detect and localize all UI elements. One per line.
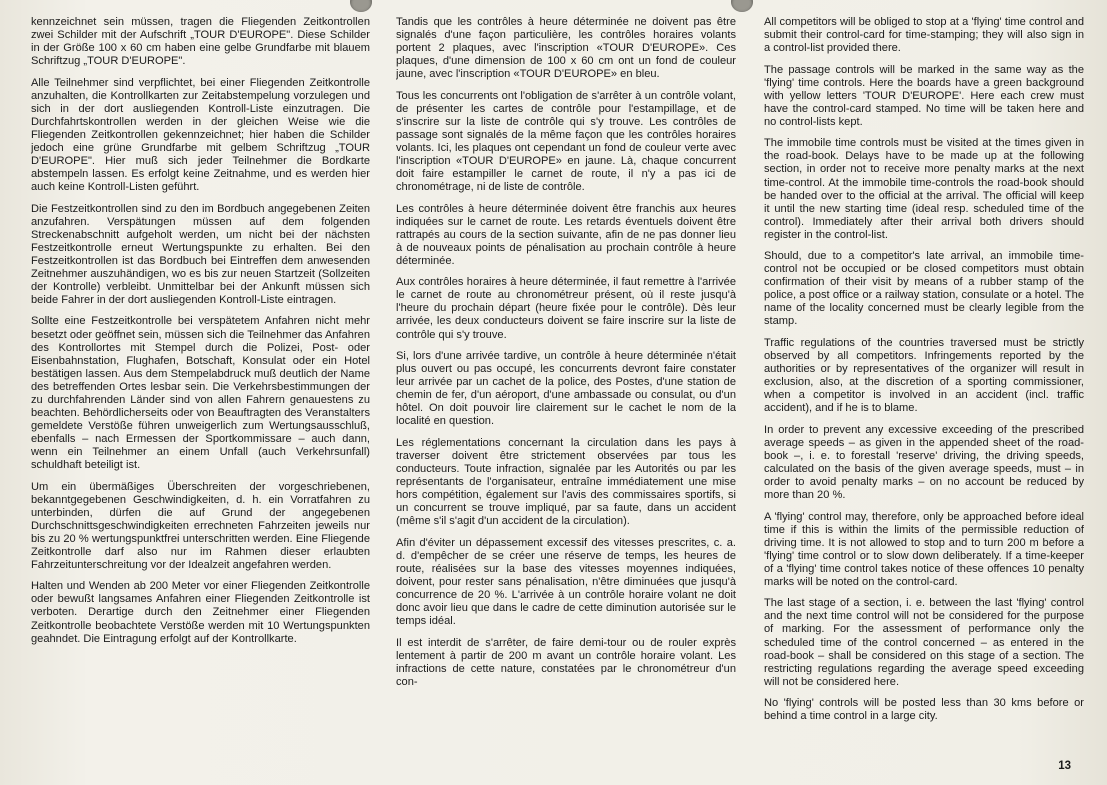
english-paragraph: A 'flying' control may, therefore, only be approached before ideal time if this is within the limits of the permissible reduction of driving time. It is not allowed to stop and to turn 200 m before a 'flying' time control or to slow down deliberately. If a time-keeper of a 'flying' time control takes notice of these offences 10 penalty marks will be noted on the control-card. — [764, 510, 1084, 588]
english-paragraph: All competitors will be obliged to stop at a 'flying' time control and submit their control-card for time-stamping; they will also sign in a control-list provided there. — [764, 16, 1084, 55]
german-paragraph: Halten und Wenden ab 200 Meter vor einer Fliegenden Zeitkontrolle oder bewußt langsames Anfahren einer Fliegenden Zeitkontrolle ist verboten. Derartige durch den Zeitnehmer einer Fliegenden Zeitkontrolle beobachtete Verstöße werden mit 10 Wertungspunkten geahndet. Die Eintragung erfolgt auf der Kontrollkarte. — [31, 580, 370, 645]
french-paragraph: Les réglementations concernant la circulation dans les pays à traverser doivent être strictement observées par tous les conducteurs. Toute infraction, signalée par les Autorités ou par les représentants de l'organisateur, entraîne immédiatement une mise hors compétition, également sur l'avis des commissaires sportifs, si un concurrent se trouve impliqué, par sa faute, dans un accident (même s'il s'agit d'un accident de la circulation). — [396, 436, 736, 528]
english-paragraph: Traffic regulations of the countries traversed must be strictly observed by all competitors. Infringements reported by the authorities or by representatives of the organizer will result in exclusion, also, at the discretion of a sporting commissioner, when a competitor is involved in an accident (incl. traffic accident), and if he is to blame. — [764, 337, 1084, 415]
german-column — [31, 16, 370, 654]
english-paragraph: No 'flying' controls will be posted less than 30 kms before or behind a time control in a large city. — [764, 697, 1084, 723]
french-column — [396, 16, 736, 697]
german-paragraph: kennzeichnet sein müssen, tragen die Fliegenden Zeitkontrollen zwei Schilder mit der Aufschrift „TOUR D'EUROPE". Diese Schilder in der Größe 100 x 60 cm haben eine gelbe Grundfarbe mit blauem Schriftzug „TOUR D'EUROPE". — [31, 16, 370, 68]
english-paragraph: The last stage of a section, i. e. between the last 'flying' control and the next time control will not be considered for the purpose of marking. For the assessment of performance only the scheduled time of the control concerned – as entered in the road-book – shall be considered on this stage of a section. The restricting regulations regarding the average speed exceeding will not be considered here. — [764, 597, 1084, 688]
english-paragraph: In order to prevent any excessive exceeding of the prescribed average speeds – as given in the appended sheet of the road-book –, i. e. to forestall 'reserve' driving, the driving speeds, calculated on the basis of the given average speeds, must – in order to avoid penalty marks – on no account be reduced by more than 20 %. — [764, 423, 1084, 502]
german-paragraph: Um ein übermäßiges Überschreiten der vorgeschriebenen, bekanntgegebenen Geschwindigkeiten, d. h. ein Vorratfahren zu unterbinden, dürfen die auf Grund der angegebenen Durchschnittsgeschwindigkeiten errechneten Fahrzeiten jeweils nur bis zu 20 % wertungspunktfrei unterschritten werden. Eine Fliegende Zeitkontrolle darf also nur im Rahmen dieser erlaubten Fahrzeitunterschreitung vor der Idealzeit angefahren werden. — [31, 480, 370, 571]
french-paragraph: Les contrôles à heure déterminée doivent être franchis aux heures indiquées sur le carnet de route. Les retards éventuels doivent être rattrapés au cours de la section suivante, afin de ne pas donner lieu à de nouveaux points de pénalisation au prochain contrôle à heure déterminée. — [396, 202, 736, 267]
page-number: 13 — [1058, 760, 1071, 772]
english-paragraph: The passage controls will be marked in the same way as the 'flying' time controls. Here the boards have a green background with yellow letters 'TOUR D'EUROPE'. Here each crew must have the control-card stamped. No time will be taken here and no control-lists kept. — [764, 63, 1084, 128]
french-paragraph: Tandis que les contrôles à heure déterminée ne doivent pas être signalés d'une façon particulière, les contrôles horaires volants portent 2 plaques, avec l'inscription «TOUR D'EUROPE». Ces plaques, d'une dimension de 100 x 60 cm ont un fond de couleur jaune, avec l'inscription «TOUR D'EUROPE» en bleu. — [396, 16, 736, 81]
french-paragraph: Si, lors d'une arrivée tardive, un contrôle à heure déterminée n'était plus ouvert ou pas occupé, les concurrents devront faire constater leur arrivée par un cachet de la police, des Postes, d'une station de chemin de fer, d'un aéroport, d'une ambassade ou consulat, ou d'un hôtel. On doit pouvoir lire clairement sur le cachet le nom de la localité en question. — [396, 350, 736, 428]
english-paragraph: The immobile time controls must be visited at the times given in the road-book. Delays have to be made up at the following section, in order not to receive more penalty marks at the next time-control. At the immobile time-controls the road-book should be handed over to the official at the arrival. The official will keep it until the new starting time (ideal resp. scheduled time of the control). Immediately after their arrival both drivers should register in the control-list. — [764, 137, 1084, 241]
french-paragraph: Aux contrôles horaires à heure déterminée, il faut remettre à l'arrivée le carnet de route au chronométreur présent, où il reste jusqu'à l'heure du prochain départ (heure fixée pour le contrôle). Dès leur arrivée, les deux conducteurs doivent se faire inscrire sur la liste de contrôle qui s'y trouve. — [396, 276, 736, 341]
german-paragraph: Sollte eine Festzeitkontrolle bei verspätetem Anfahren nicht mehr besetzt oder geöffnet sein, müssen sich die Teilnehmer das Anfahren des Kontrollortes mit Stempel durch die Polizei, Post- oder Eisenbahnstation, Flughafen, Botschaft, Konsulat oder ein Hotel bestätigen lassen. Aus dem Stempelabdruck muß deutlich der Name des betreffenden Ortes lesbar sein. Die Verkehrsbestimmungen der zu durchfahrenden Länder sind von allen Fahrern genauestens zu beachten. Behördlicherseits oder von Beauftragten des Veranstalters gemeldete Verstöße führen unweigerlich zum Wertungsausschluß, ebenfalls – nach Ermessen der Sportkommissare – auch dann, wenn ein Teilnehmer an einem Unfall (auch Verkehrsunfall) schuldhaft beteiligt ist. — [31, 315, 370, 471]
french-paragraph: Afin d'éviter un dépassement excessif des vitesses prescrites, c. a. d. d'empêcher de se créer une réserve de temps, les heures de route, réalisées sur la base des vitesses moyennes indiquées, doivent, pour rester sans pénalisation, n'être diminuées que jusqu'à concurrence de 20 %. L'arrivée à un contrôle horaire volant ne doit donc avoir lieu que dans le cadre de cette diminution autorisée sur le temps idéal. — [396, 536, 736, 627]
french-paragraph: Il est interdit de s'arrêter, de faire demi-tour ou de rouler exprès lentement à partir de 200 m avant un contrôle horaire volant. Les infractions de cette nature, constatées par le chronométreur d'un con- — [396, 636, 736, 688]
german-paragraph: Die Festzeitkontrollen sind zu den im Bordbuch angegebenen Zeiten anzufahren. Verspätungen müssen auf dem folgenden Streckenabschnitt aufgeholt werden, um nicht bei der nächsten Festzeitkontrolle erneut Wertungspunkte zu erhalten. Bei den Festzeitkontrollen ist das Bordbuch bei Eintreffen dem anwesenden Zeitnehmer auszuhändigen, wo es bis zur neuen Startzeit (Sollzeiten der Kontrolle) verbleibt. Unmittelbar bei der Ankunft müssen sich beide Fahrer in der dort ausliegenden Kontroll-Liste eintragen. — [31, 202, 370, 306]
english-column — [764, 16, 1084, 732]
english-paragraph: Should, due to a competitor's late arrival, an immobile time-control not be occupied or be closed competitors must obtain confirmation of their visit by means of a rubber stamp of the police, a post office or a railway station, consulate or a hotel. The name of the locality concerned must be clearly legible from the stamp. — [764, 250, 1084, 328]
binder-hole-right — [731, 0, 753, 12]
binder-hole-left — [350, 0, 372, 12]
french-paragraph: Tous les concurrents ont l'obligation de s'arrêter à un contrôle volant, de présenter les cartes de contrôle pour l'estampillage, et de s'inscrire sur la liste de contrôle qui s'y trouve. Les contrôles de passage sont signalés de la même façon que les contrôles horaires volants. Ici, les plaques ont cependant un fond de couleur verte avec l'inscription «TOUR D'EUROPE» en jaune. Là, chaque concurrent doit faire estampiller le carnet de route, il n'y a pas ici de chronométrage, ni de liste de contrôle. — [396, 89, 736, 194]
german-paragraph: Alle Teilnehmer sind verpflichtet, bei einer Fliegenden Zeitkontrolle anzuhalten, die Kontrollkarten zur Zeitabstempelung vorzulegen und sich in der dort ausliegenden Kontroll-Liste einzutragen. Die Durchfahrtskontrollen werden in der gleichen Weise wie die Fliegenden Zeitkontrollen gekennzeichnet; hier haben die Schilder jedoch eine grüne Grundfarbe mit gelbem Schriftzug „TOUR D'EUROPE". Hier muß sich jeder Teilnehmer die Bordkarte abstempeln lassen. Es erfolgt keine Zeitnahme, und es werden hier auch keine Kontroll-Listen geführt. — [31, 76, 370, 194]
